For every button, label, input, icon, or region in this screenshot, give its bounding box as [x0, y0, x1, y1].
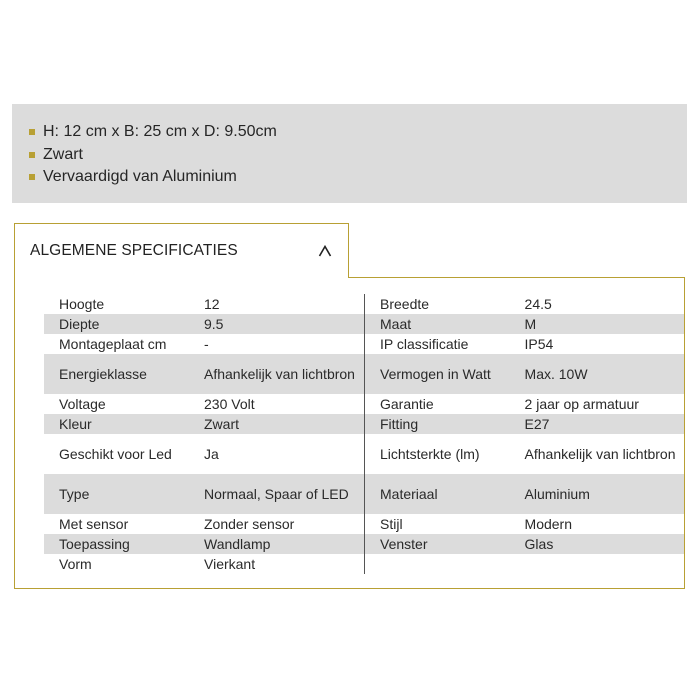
spec-value: Vierkant: [204, 556, 256, 572]
spec-value: 9.5: [204, 316, 224, 332]
spec-label: Energieklasse: [59, 366, 147, 382]
spec-value: 24.5: [524, 296, 552, 312]
table-row: [44, 414, 684, 434]
spec-label: Fitting: [380, 416, 419, 432]
spec-value: Aluminium: [524, 486, 590, 502]
spec-label: Venster: [380, 536, 428, 552]
spec-label: Materiaal: [380, 486, 438, 502]
spec-label: Maat: [380, 316, 412, 332]
table-row: [44, 354, 684, 394]
table-row: [44, 314, 684, 334]
table-row: [44, 294, 684, 314]
chevron-up-icon[interactable]: [318, 245, 332, 257]
spec-label: Vorm: [59, 556, 92, 572]
spec-label: IP classificatie: [380, 336, 469, 352]
bullet-icon: [29, 129, 35, 135]
feature-list: [29, 121, 687, 189]
feature-item: H: 12 cm x B: 25 cm x D: 9.50cm: [29, 121, 687, 144]
spec-value: Afhankelijk van lichtbron: [204, 366, 355, 382]
spec-label: Montageplaat cm: [59, 336, 167, 352]
spec-label: Toepassing: [59, 536, 130, 552]
spec-label: Kleur: [59, 416, 92, 432]
table-row: [44, 334, 684, 354]
table-row: [44, 394, 684, 414]
spec-value: -: [204, 336, 209, 352]
spec-value: Zwart: [204, 416, 239, 432]
table-row: [44, 534, 684, 554]
spec-value: M: [524, 316, 537, 332]
spec-label: Stijl: [380, 516, 403, 532]
bullet-icon: [29, 152, 35, 158]
spec-value: Wandlamp: [204, 536, 271, 552]
spec-value: Max. 10W: [524, 366, 588, 382]
spec-table: [44, 294, 684, 574]
specifications-panel: [14, 277, 685, 589]
table-row: [44, 474, 684, 514]
spec-label: Garantie: [380, 396, 434, 412]
bullet-icon: [29, 174, 35, 180]
spec-value: 230 Volt: [204, 396, 255, 412]
spec-value: Normaal, Spaar of LED: [204, 486, 349, 502]
spec-label: Type: [59, 486, 90, 502]
spec-label: Vermogen in Watt: [380, 366, 491, 382]
spec-value: E27: [524, 416, 550, 432]
spec-value: Afhankelijk van lichtbron: [524, 446, 676, 462]
tab-general-specifications[interactable]: [14, 223, 349, 278]
spec-value: Zonder sensor: [204, 516, 295, 532]
spec-value: IP54: [524, 336, 554, 352]
feature-summary-box: [12, 104, 687, 203]
spec-label: Lichtsterkte (lm): [380, 446, 480, 462]
table-row: [44, 434, 684, 474]
feature-item: Vervaardigd van Aluminium: [29, 166, 687, 189]
feature-item: Zwart: [29, 144, 687, 167]
tab-title: ALGEMENE SPECIFICATIES: [30, 242, 238, 259]
spec-label: Met sensor: [59, 516, 129, 532]
spec-label: Diepte: [59, 316, 100, 332]
spec-value: Modern: [524, 516, 572, 532]
spec-label: Breedte: [380, 296, 430, 312]
table-row: [44, 514, 684, 534]
spec-label: Geschikt voor Led: [59, 446, 172, 462]
spec-label: Hoogte: [59, 296, 105, 312]
spec-label: Voltage: [59, 396, 106, 412]
spec-value: Glas: [524, 536, 554, 552]
table-row: [44, 554, 684, 574]
spec-value: 2 jaar op armatuur: [524, 396, 639, 412]
spec-value: 12: [204, 296, 220, 312]
spec-value: Ja: [204, 446, 219, 462]
